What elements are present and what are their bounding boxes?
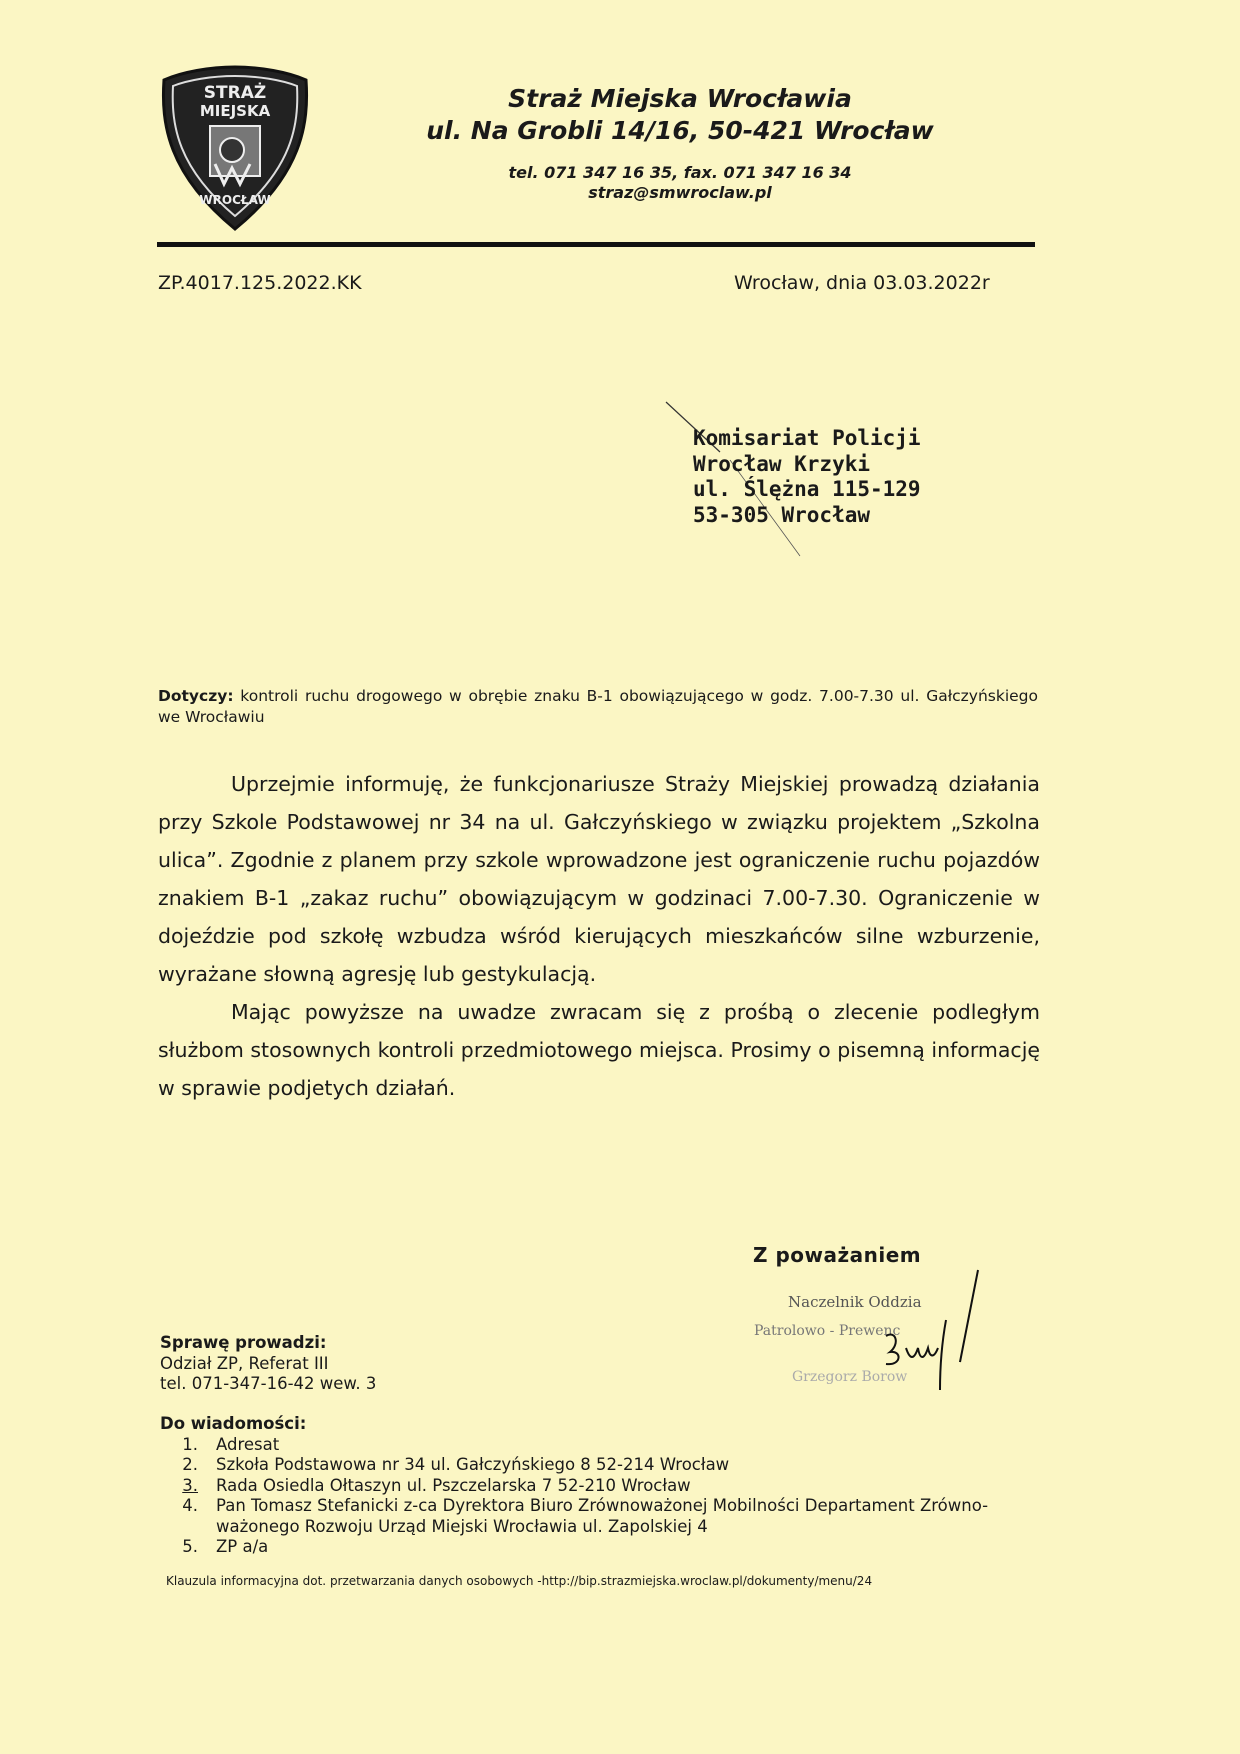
svg-text:Naczelnik Oddzia: Naczelnik Oddzia bbox=[788, 1293, 922, 1311]
body-paragraph: Uprzejmie informuję, że funkcjonariusze Straży Miejskiej prowadzą działania przy Szkole Podstawowej nr 34 na ul. Gałczyńskiego w związku projektem „Szkolna ulica”. Zgodnie z planem przy szkole wprowadzone jest ograniczenie ruchu pojazdów znakiem B-1 „zakaz ruchu” obowiązującym w godzinaci 7.00-7.30. Ograniczenie w dojeździe pod szkołę wzbudza wśród kierujących mieszkańców silne wzburzenie, wyrażane słowną agresję lub gestykulacją. bbox=[158, 772, 1040, 986]
case-handler-phone: tel. 071-347-16-42 wew. 3 bbox=[160, 1374, 377, 1393]
list-item-number: 3. bbox=[182, 1475, 198, 1495]
organization-phone-fax: tel. 071 347 16 35, fax. 071 347 16 34 bbox=[508, 163, 852, 182]
list-item-text: Pan Tomasz Stefanicki z-ca Dyrektora Biuro Zrównoważonej Mobilności Departament Zrówno-ważonego Rozwoju Urząd Miejski Wrocławia ul. Zapolskiej 4 bbox=[216, 1496, 989, 1536]
cc-label: Do wiadomości: bbox=[160, 1414, 307, 1433]
closing-salutation: Z poważaniem bbox=[753, 1243, 922, 1267]
list-item-number: 5. bbox=[182, 1537, 198, 1556]
letter-body bbox=[158, 765, 1040, 1107]
svg-text:MIEJSKA: MIEJSKA bbox=[199, 102, 271, 120]
recipient-address-block bbox=[693, 426, 921, 528]
case-handler-label: Sprawę prowadzi: bbox=[160, 1333, 327, 1352]
list-item bbox=[160, 1435, 1040, 1456]
date-line: Wrocław, dnia 03.03.2022r bbox=[734, 272, 990, 294]
list-item bbox=[160, 1476, 1040, 1497]
subject-line bbox=[158, 686, 1038, 728]
privacy-clause-footer: Klauzula informacyjna dot. przetwarzania danych osobowych -http://bip.strazmiejska.wroclaw.pl/dokumenty/menu/24 bbox=[166, 1574, 873, 1588]
subject-label: Dotyczy: bbox=[158, 687, 234, 705]
svg-text:WROCŁAW: WROCŁAW bbox=[199, 193, 271, 207]
list-item-text: Rada Osiedla Ołtaszyn ul. Pszczelarska 7 52-210 Wrocław bbox=[216, 1475, 691, 1495]
organization-email: straz@smwroclaw.pl bbox=[588, 183, 772, 202]
list-item-number: 4. bbox=[182, 1496, 198, 1515]
list-item bbox=[160, 1537, 1040, 1558]
svg-text:Grzegorz Borow: Grzegorz Borow bbox=[792, 1369, 908, 1385]
svg-text:Patrolowo - Prewenc: Patrolowo - Prewenc bbox=[754, 1323, 901, 1339]
cc-list-block bbox=[160, 1414, 1040, 1558]
organization-address: ul. Na Grobli 14/16, 50-421 Wrocław bbox=[426, 116, 934, 145]
svg-text:STRAŻ: STRAŻ bbox=[203, 83, 267, 103]
stamp-and-signature bbox=[746, 1262, 986, 1396]
recipient-line: 53-305 Wrocław bbox=[693, 502, 871, 527]
subject-text: kontroli ruchu drogowego w obrębie znaku B-1 obowiązującego w godz. 7.00-7.30 ul. Gałczyńskiego we Wrocławiu bbox=[158, 687, 1038, 726]
case-handler-block bbox=[160, 1333, 376, 1395]
recipient-line: Komisariat Policji bbox=[693, 426, 921, 450]
body-paragraph: Mając powyższe na uwadze zwracam się z prośbą o zlecenie podległym służbom stosownych kontroli przedmiotowego miejsca. Prosimy o pisemną informację w sprawie podjetych działań. bbox=[158, 1000, 1040, 1100]
cc-list bbox=[160, 1435, 1040, 1558]
list-item-number: 1. bbox=[182, 1434, 198, 1454]
list-item bbox=[160, 1496, 1040, 1537]
list-item-text: Szkoła Podstawowa nr 34 ul. Gałczyńskiego 8 52-214 Wrocław bbox=[216, 1455, 730, 1474]
list-item-number: 2. bbox=[182, 1455, 198, 1474]
list-item-text: Adresat bbox=[216, 1434, 280, 1454]
header-divider bbox=[157, 242, 1035, 247]
city-guard-badge-logo bbox=[160, 64, 310, 232]
list-item bbox=[160, 1455, 1040, 1476]
recipient-line: ul. Ślężna 115-129 bbox=[693, 477, 921, 501]
organization-name: Straż Miejska Wrocławia bbox=[508, 84, 852, 113]
recipient-line: Wrocław Krzyki bbox=[693, 451, 871, 476]
reference-number: ZP.4017.125.2022.KK bbox=[158, 272, 362, 294]
case-handler-department: Odział ZP, Referat III bbox=[160, 1353, 329, 1373]
list-item-text: ZP a/a bbox=[216, 1537, 269, 1556]
